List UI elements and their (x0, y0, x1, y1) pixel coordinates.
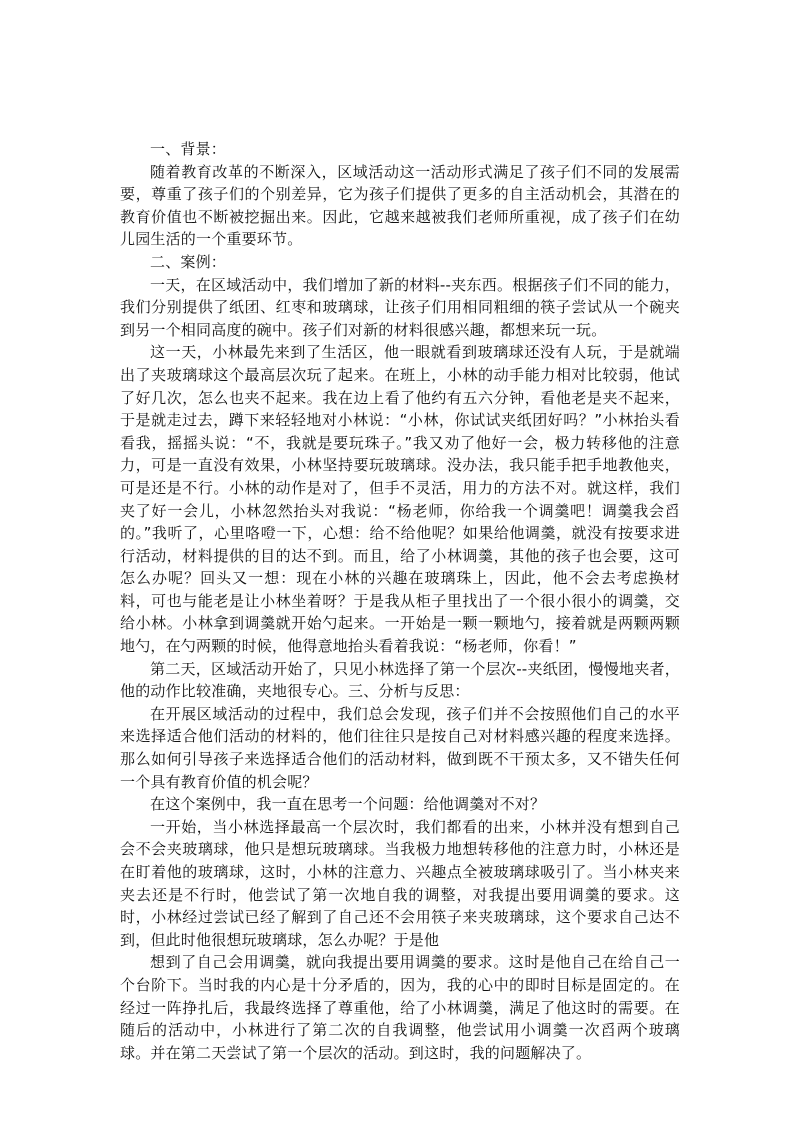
paragraph-analysis: 在开展区域活动的过程中，我们总会发现，孩子们并不会按照他们自己的水平来选择适合他们活动的材料的，他们往往只是按自己对材料感兴趣的程度来选择。那么如何引导孩子来选择适合他们的活动材料，做到既不干预太多，又不错失任何一个具有教育价值的机会呢？ (120, 704, 680, 791)
paragraph-background: 随着教育改革的不断深入，区域活动这一活动形式满足了孩子们不同的发展需要，尊重了孩子们的个别差异，它为孩子们提供了更多的自主活动机会，其潜在的教育价值也不断被挖掘出来。因此，它越来越被我们老师所重视，成了孩子们在幼儿园生活的一个重要环节。 (120, 162, 680, 249)
heading-case: 二、案例： (150, 252, 227, 271)
paragraph-case-intro: 一天，在区域活动中，我们增加了新的材料--夹东西。根据孩子们不同的能力，我们分别提供了纸团、红枣和玻璃球，让孩子们用相同粗细的筷子尝试从一个碗夹到另一个相同高度的碗中。孩子们对新的材料很感兴趣，都想来玩一玩。 (120, 275, 680, 339)
document-page (120, 138, 680, 1064)
paragraph-second-day: 第二天，区域活动开始了，只见小林选择了第一个层次--夹纸团，慢慢地夹者，他的动作比较准确，夹地很专心。三、分析与反思： (120, 659, 680, 701)
paragraph-reflection-1: 一开始，当小林选择最高一个层次时，我们都看的出来，小林并没有想到自己会不会夹玻璃球，他只是想玩玻璃球。当我极力地想转移他的注意力时，小林还是在盯着他的玻璃球，这时，小林的注意力、兴趣点全被玻璃球吸引了。当小林夹来夹去还是不行时，他尝试了第一次地自我的调整，对我提出要用调羹的要求。这时，小林经过尝试已经了解到了自己还不会用筷子来夹玻璃球，这个要求自己达不到，但此时他很想玩玻璃球，怎么办呢？于是他 (120, 817, 680, 949)
paragraph-case-story: 这一天，小林最先来到了生活区，他一眼就看到玻璃球还没有人玩，于是就端出了夹玻璃球这个最高层次玩了起来。在班上，小林的动手能力相对比较弱，他试了好几次，怎么也夹不起来。我在边上看了他约有五六分钟，看他老是夹不起来，于是就走过去，蹲下来轻轻地对小林说：“小林，你试试夹纸团好吗？”小林抬头看看我，摇摇头说：“不，我就是要玩珠子。”我又劝了他好一会，极力转移他的注意力，可是一直没有效果，小林坚持要玩玻璃球。没办法，我只能手把手地教他夹，可是还是不行。小林的动作是对了，但手不灵活，用力的方法不对。就这样，我们夹了好一会儿，小林忽然抬头对我说：“杨老师，你给我一个调羹吧！调羹我会舀的。”我听了，心里咯噔一下，心想：给不给他呢？如果给他调羹，就没有按要求进行活动，材料提供的目的达不到。而且，给了小林调羹，其他的孩子也会要，这可怎么办呢？回头又一想：现在小林的兴趣在玻璃珠上，因此，他不会去考虑换材料，可也与能老是让小林坐着呀？于是我从柜子里找出了一个很小很小的调羹，交给小林。小林拿到调羹就开始勺起来。一开始是一颗一颗地勺，接着就是两颗两颗地勺，在勺两颗的时候，他得意地抬头看着我说：“杨老师，你看！” (120, 343, 680, 656)
paragraph-reflection-2: 想到了自己会用调羹，就向我提出要用调羹的要求。这时是他自己在给自己一个台阶下。当时我的内心是十分矛盾的，因为，我的心中的即时目标是固定的。在经过一阵挣扎后，我最终选择了尊重他，给了小林调羹，满足了他这时的需要。在随后的活动中，小林进行了第二次的自我调整，他尝试用小调羹一次舀两个玻璃球。并在第二天尝试了第一个层次的活动。到这时，我的问题解决了。 (120, 953, 680, 1062)
paragraph-question: 在这个案例中，我一直在思考一个问题：给他调羹对不对？ (150, 795, 546, 814)
heading-background: 一、背景： (150, 140, 227, 158)
